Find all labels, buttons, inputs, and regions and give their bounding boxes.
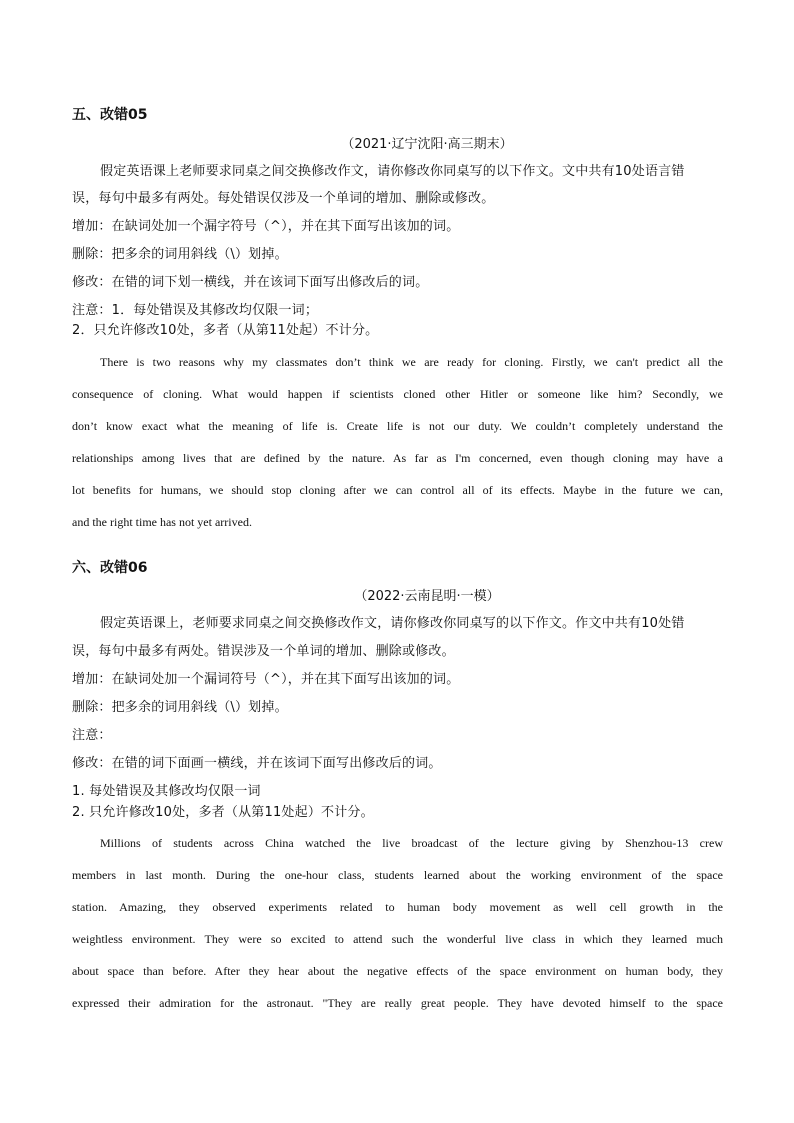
section6-passage-line: Millions of students across China watched the live broadcast of the lecture giving by Shenzhou-13 crew [100, 836, 723, 850]
section5-instruction-line: 假定英语课上老师要求同桌之间交换修改作文，请你修改你同桌写的以下作文。文中共有10处语言错 [100, 164, 685, 179]
section6-passage-line: about space than before. After they hear about the negative effects of the space environment on human body, they [72, 964, 723, 978]
section5-passage-line: relationships among lives that are defined by the nature. As far as I'm concerned, even though cloning may have a [72, 451, 723, 465]
section5-instruction-line: 修改：在错的词下划一横线，并在该词下面写出修改后的词。 [72, 275, 429, 290]
section5-passage-line: lot benefits for humans, we should stop cloning after we can control all of its effects. Maybe in the future we can, [72, 483, 723, 497]
section6-instruction-line: 注意： [72, 728, 112, 743]
section6-source: （2022·云南昆明·一模） [354, 589, 500, 604]
section5-instruction-line: 删除：把多余的词用斜线（\）划掉。 [72, 247, 288, 262]
section5-passage-line: consequence of cloning. What would happen if scientists cloned other Hitler or someone like him? Secondly, we [72, 387, 723, 401]
section5-passage-line: There is two reasons why my classmates don’t think we are ready for cloning. Firstly, we can't predict all the [100, 355, 723, 369]
section5-source: （2021·辽宁沈阳·高三期末） [341, 137, 513, 152]
section6-instruction-line: 增加：在缺词处加一个漏词符号（^），并在其下面写出该加的词。 [72, 672, 460, 687]
section6-passage-line: station. Amazing, they observed experiments related to human body movement as well cell growth in the [72, 900, 723, 914]
section6-heading: 六、改错06 [72, 560, 148, 576]
section5-heading: 五、改错05 [72, 107, 148, 123]
section6-instruction-line: 误，每句中最多有两处。错误涉及一个单词的增加、删除或修改。 [72, 644, 455, 659]
section6-instruction-line: 删除：把多余的词用斜线（\）划掉。 [72, 700, 288, 715]
section6-instruction-line: 修改：在错的词下面画一横线，并在该词下面写出修改后的词。 [72, 756, 442, 771]
section5-instruction-line: 2．只允许修改10处，多者（从第11处起）不计分。 [72, 323, 379, 338]
section5-passage-line: and the right time has not yet arrived. [72, 515, 252, 529]
section6-passage-line: weightless environment. They were so excited to attend such the wonderful live class in which they learned much [72, 932, 723, 946]
section5-instruction-line: 注意：1．每处错误及其修改均仅限一词； [72, 303, 319, 318]
section6-passage-line: members in last month. During the one-hour class, students learned about the working environment of the space [72, 868, 723, 882]
section6-passage-line: expressed their admiration for the astronaut. "They are really great people. They have devoted himself to the space [72, 996, 723, 1010]
section6-instruction-line: 2. 只允许修改10处，多者（从第11处起）不计分。 [72, 805, 374, 820]
section6-instruction-line: 1. 每处错误及其修改均仅限一词 [72, 784, 261, 799]
section6-instruction-line: 假定英语课上，老师要求同桌之间交换修改作文，请你修改你同桌写的以下作文。作文中共有10处错 [100, 616, 685, 631]
section5-instruction-line: 增加：在缺词处加一个漏字符号（^），并在其下面写出该加的词。 [72, 219, 460, 234]
section5-instruction-line: 误，每句中最多有两处。每处错误仅涉及一个单词的增加、删除或修改。 [72, 191, 495, 206]
section5-passage-line: don’t know exact what the meaning of life is. Create life is not our duty. We couldn’t completely understand the [72, 419, 723, 433]
